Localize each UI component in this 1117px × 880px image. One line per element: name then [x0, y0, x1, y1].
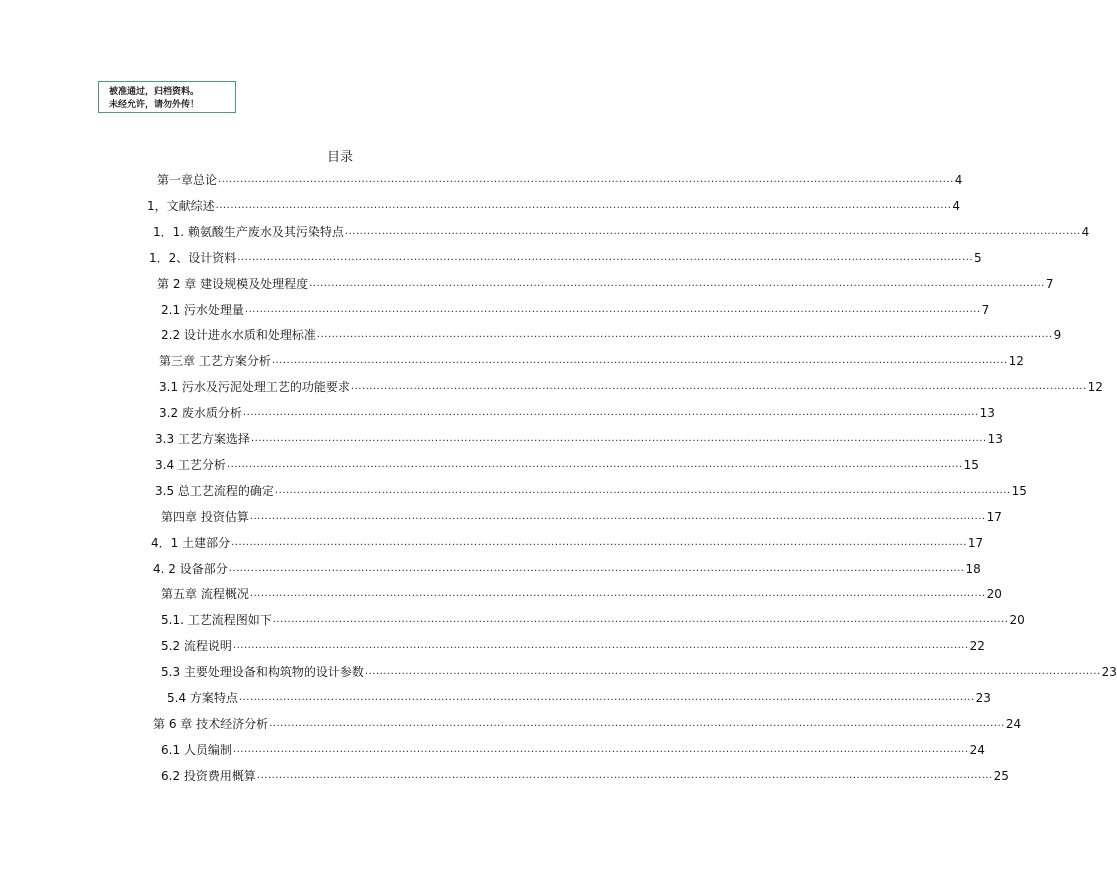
toc-entry[interactable] — [153, 716, 1022, 732]
toc-entry-label: 第一章总论 — [157, 173, 218, 187]
toc-entry[interactable] — [161, 742, 985, 758]
toc-entry-page: 12 — [1008, 354, 1024, 369]
toc-entry[interactable] — [161, 664, 1117, 680]
toc-entry-label: 5.3 主要处理设备和构筑物的设计参数 — [161, 665, 364, 680]
toc-entry-label: 5.2 流程说明 — [161, 639, 232, 654]
toc-leader-dots: ........................................................................................................................................................................................................ — [250, 433, 987, 444]
toc-entry-page: 24 — [1005, 716, 1022, 731]
toc-entry[interactable] — [167, 690, 991, 706]
toc-entry-page: 23 — [1101, 665, 1117, 680]
toc-leader-dots: ........................................................................................................................................................................................................ — [309, 277, 1045, 289]
toc-entry[interactable] — [159, 405, 995, 421]
toc-entry[interactable] — [157, 276, 1054, 292]
toc-entry[interactable] — [161, 768, 1009, 784]
toc-leader-dots: ........................................................................................................................................................................................................ — [249, 510, 986, 522]
toc-entry-page: 24 — [969, 742, 985, 757]
toc-entry-page: 12 — [1087, 380, 1103, 395]
toc-entry-label: 3.3 工艺方案选择 — [155, 432, 250, 446]
archive-stamp — [98, 81, 236, 113]
toc-entry[interactable] — [161, 327, 1062, 343]
toc-leader-dots: ........................................................................................................................................................................................................ — [274, 484, 1011, 496]
toc-entry-label: 5.1. 工艺流程图如下 — [161, 613, 272, 628]
toc-entry-label: 2.2 设计进水水质和处理标准 — [161, 328, 316, 343]
toc-entry[interactable] — [153, 561, 981, 577]
toc-leader-dots: ........................................................................................................................................................................................................ — [344, 225, 1081, 237]
toc-entry-page: 25 — [993, 768, 1009, 783]
toc-entry[interactable] — [161, 586, 1002, 602]
toc-entry-label: 第三章 工艺方案分析 — [159, 354, 271, 369]
toc-entry-page: 23 — [975, 691, 991, 705]
toc-entry[interactable] — [155, 457, 979, 473]
toc-entry-label: 第四章 投资估算 — [161, 509, 249, 524]
toc-leader-dots: ........................................................................................................................................................................................................ — [215, 199, 952, 211]
toc-entry-label: 1，文献综述 — [147, 198, 215, 213]
toc-leader-dots: ........................................................................................................................................................................................................ — [256, 769, 993, 781]
toc-entry-page: 15 — [963, 457, 979, 472]
toc-entry-page: 5 — [974, 250, 982, 265]
toc-leader-dots: ........................................................................................................................................................................................................ — [271, 355, 1008, 367]
toc-leader-dots: ........................................................................................................................................................................................................ — [218, 174, 954, 185]
toc-entry-label: 3.4 工艺分析 — [155, 457, 226, 472]
toc-leader-dots: ........................................................................................................................................................................................................ — [244, 303, 981, 315]
toc-leader-dots: ........................................................................................................................................................................................................ — [226, 458, 963, 470]
toc-leader-dots: ........................................................................................................................................................................................................ — [238, 692, 975, 703]
toc-leader-dots: ........................................................................................................................................................................................................ — [269, 717, 1005, 729]
toc-leader-dots: ........................................................................................................................................................................................................ — [232, 640, 969, 652]
toc-entry[interactable] — [161, 612, 1025, 628]
toc-entry-page: 18 — [965, 561, 981, 576]
toc-entry-label: 3.1 污水及污泥处理工艺的功能要求 — [159, 380, 350, 395]
toc-entry-page: 4 — [952, 198, 961, 213]
toc-entry-page: 13 — [979, 406, 995, 421]
toc-entry-label: 第 6 章 技术经济分析 — [153, 716, 269, 731]
toc-entry[interactable] — [155, 483, 1027, 499]
toc-entry[interactable] — [151, 535, 984, 551]
toc-entry-page: 20 — [1009, 613, 1025, 628]
toc-entry[interactable] — [157, 172, 963, 188]
toc-leader-dots: ........................................................................................................................................................................................................ — [228, 562, 965, 574]
toc-entry-label: 3.5 总工艺流程的确定 — [155, 483, 274, 498]
toc-entry-page: 15 — [1011, 483, 1027, 498]
toc-title: 目录 — [326, 150, 353, 165]
toc-entry-page: 17 — [967, 535, 984, 550]
toc-entry-page: 20 — [986, 587, 1002, 602]
toc-entry[interactable] — [159, 353, 1024, 369]
toc-entry-label: 6.2 投资费用概算 — [161, 768, 256, 783]
toc-entry-label: 3.2 废水质分析 — [159, 406, 242, 421]
toc-entry[interactable] — [159, 379, 1103, 395]
toc-leader-dots: ........................................................................................................................................................................................................ — [231, 536, 967, 548]
toc-entry-page: 7 — [1045, 276, 1054, 291]
stamp-line-2: 未经允许，请勿外传！ — [109, 100, 200, 110]
toc-entry-label: 第五章 流程概况 — [161, 587, 249, 602]
toc-entry[interactable] — [161, 509, 1002, 525]
toc-entry[interactable] — [153, 224, 1090, 240]
toc-entry-page: 17 — [986, 509, 1002, 524]
toc-entry-label: 6.1 人员编制 — [161, 742, 232, 757]
toc-entry[interactable] — [155, 431, 1003, 447]
toc-leader-dots: ........................................................................................................................................................................................................ — [316, 329, 1053, 341]
toc-entry-label: 2.1 污水处理量 — [161, 302, 244, 317]
toc-entry-page: 4 — [954, 173, 963, 187]
toc-leader-dots: ........................................................................................................................................................................................................ — [350, 381, 1087, 393]
toc-entry-label: 1．1. 赖氨酸生产废水及其污染特点 — [153, 224, 344, 239]
toc-entry-label: 第 2 章 建设规模及处理程度 — [157, 276, 309, 291]
toc-entry-label: 5.4 方案特点 — [167, 691, 238, 705]
toc-entry[interactable] — [161, 638, 985, 654]
toc-entry-label: 4. 2 设备部分 — [153, 561, 228, 576]
toc-leader-dots: ........................................................................................................................................................................................................ — [237, 251, 974, 263]
toc-leader-dots: ........................................................................................................................................................................................................ — [232, 743, 969, 755]
toc-entry-page: 9 — [1053, 328, 1062, 343]
toc-entry-page: 22 — [969, 639, 985, 654]
toc-leader-dots: ........................................................................................................................................................................................................ — [272, 614, 1009, 626]
toc-leader-dots: ........................................................................................................................................................................................................ — [242, 407, 979, 419]
toc-entry[interactable] — [149, 250, 982, 266]
toc-entry[interactable] — [147, 198, 961, 214]
toc-entry-label: 1．2、设计资料 — [149, 250, 237, 265]
toc-entry-page: 7 — [981, 302, 990, 317]
stamp-line-1: 被准通过，归档资料。 — [109, 87, 200, 97]
toc-entry[interactable] — [161, 302, 990, 318]
toc-entry-page: 13 — [987, 432, 1003, 446]
toc-leader-dots: ........................................................................................................................................................................................................ — [249, 588, 986, 600]
toc-entry-page: 4 — [1081, 224, 1090, 239]
toc-leader-dots: ........................................................................................................................................................................................................ — [364, 666, 1101, 678]
toc-entry-label: 4．1 土建部分 — [151, 535, 231, 550]
